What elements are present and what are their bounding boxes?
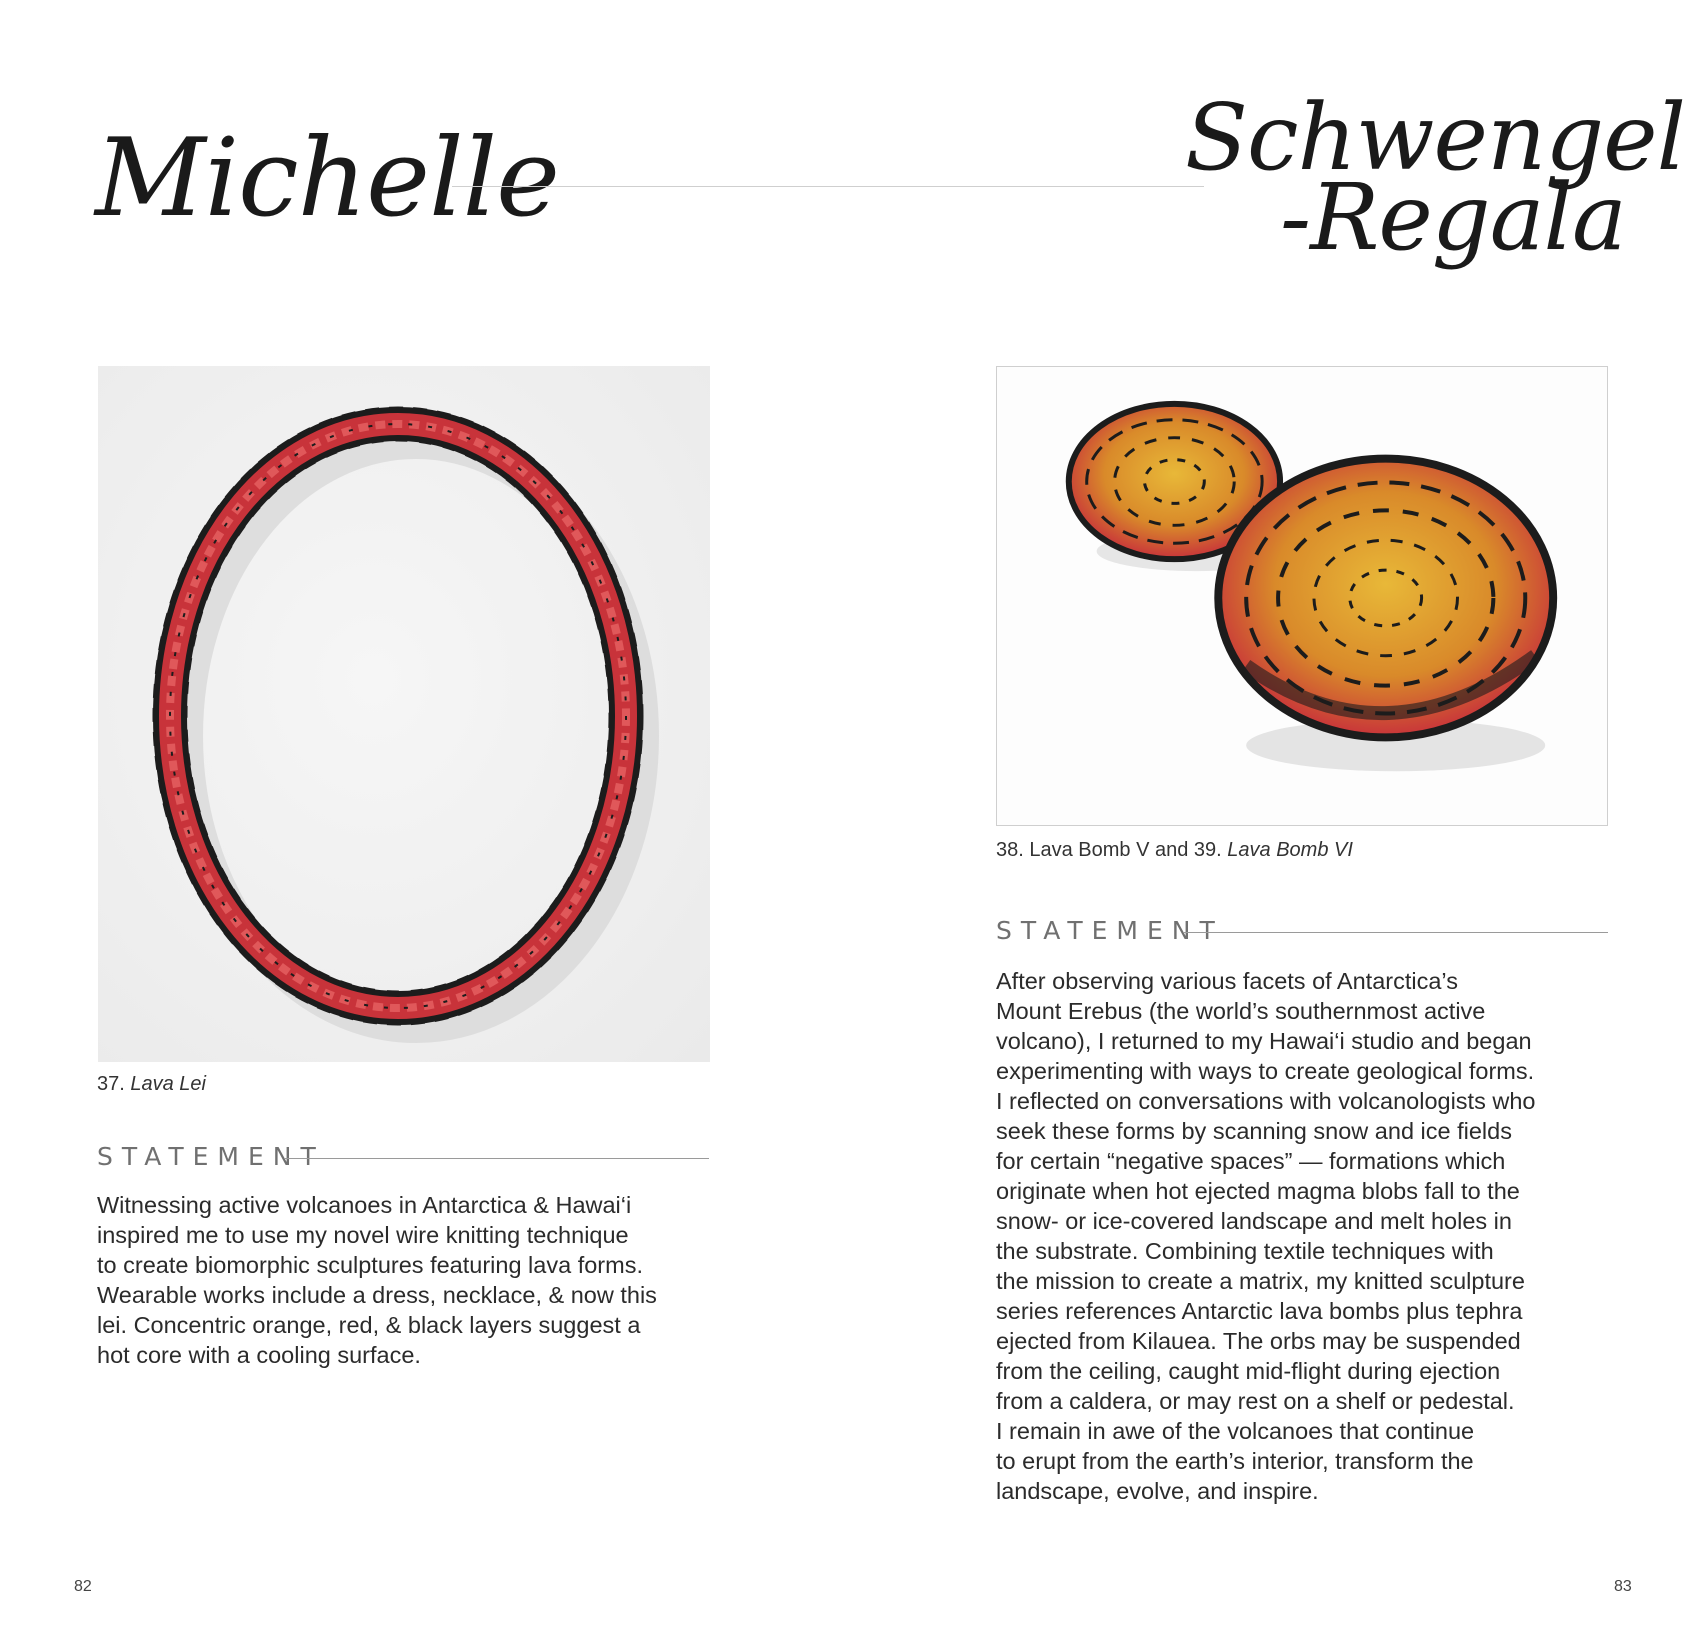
artist-last-name-line2: -Regala (1280, 164, 1626, 271)
statement-label: STATEMENT (97, 1142, 325, 1171)
page-number-left: 82 (74, 1578, 92, 1595)
caption-title: Lava Bomb VI (1227, 839, 1353, 861)
statement-rule (1184, 932, 1608, 933)
lava-lei-caption (97, 1073, 206, 1096)
statement-heading-right (996, 916, 1608, 946)
caption-number: 37. (97, 1073, 125, 1095)
page-number-right: 83 (1614, 1578, 1632, 1595)
artist-first-name: Michelle (95, 116, 560, 241)
large-lava-bomb (1218, 459, 1553, 738)
caption-title: Lava Lei (130, 1073, 206, 1095)
lava-bomb-caption (996, 839, 1353, 862)
statement-rule (285, 1158, 709, 1159)
statement-heading-left (97, 1142, 709, 1172)
statement-text-left: Witnessing active volcanoes in Antarctica & Hawai‘i inspired me to use my novel wire knitting technique to create biomorphic sculptures featuring lava forms. Wearable works include a dress, necklace, & now this lei. Concentric orange, red, & black layers suggest a hot core with a cooling surface. (97, 1192, 657, 1368)
lava-bomb-photo (996, 366, 1608, 826)
artist-last-name-line1: Schwengel (1185, 84, 1686, 191)
lava-lei-photo (98, 366, 710, 1062)
statement-text-right: After observing various facets of Antarctica’s Mount Erebus (the world’s southernmost active volcano), I returned to my Hawai‘i studio and began experimenting with ways to create geological forms. I reflected on conversations with volcanologists who seek these forms by scanning snow and ice fields for certain “negative spaces” — formations which originate when hot ejected magma blobs fall to the snow- or ice-covered landscape and melt holes in the substrate. Combining textile techniques with the mission to create a matrix, my knitted sculpture series references Antarctic lava bombs plus tephra ejected from Kilauea. The orbs may be suspended from the ceiling, caught mid-flight during ejection from a caldera, or may rest on a shelf or pedestal. I remain in awe of the volcanoes that continue to erupt from the earth’s interior, transform the landscape, evolve, and inspire. (996, 968, 1536, 1504)
caption-prefix: 38. Lava Bomb V and 39. (996, 839, 1228, 861)
title-divider (452, 186, 1204, 187)
statement-label: STATEMENT (996, 916, 1224, 945)
